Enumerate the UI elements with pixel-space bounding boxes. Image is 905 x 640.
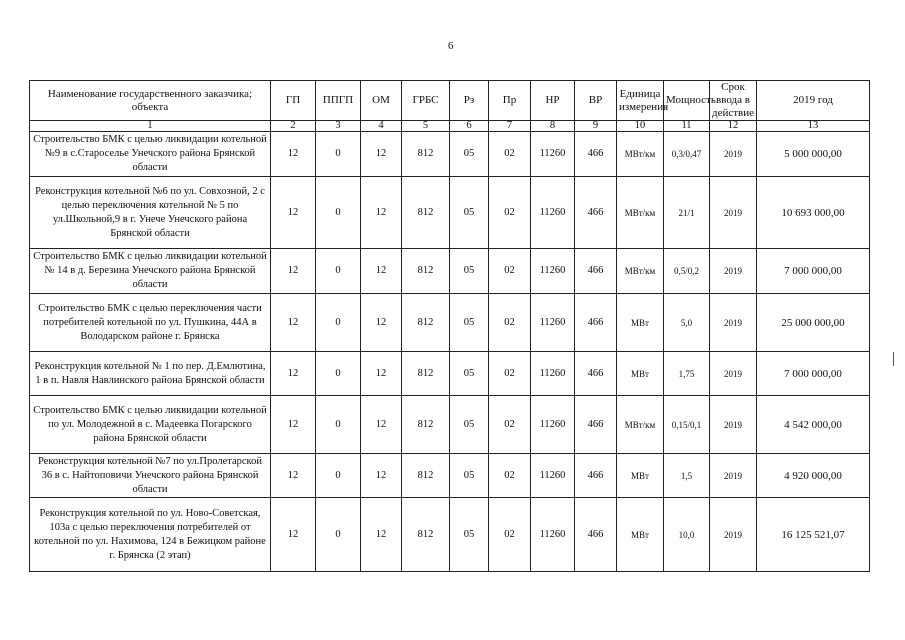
cell-ppgp: 0 xyxy=(316,396,361,454)
column-number: 1 xyxy=(30,121,271,132)
table-row xyxy=(30,249,870,294)
cell-unit: МВт xyxy=(617,498,664,572)
cell-unit: МВт/км xyxy=(617,249,664,294)
cell-gp: 12 xyxy=(271,454,316,498)
cell-unit: МВт/км xyxy=(617,177,664,249)
column-number: 3 xyxy=(316,121,361,132)
table-row xyxy=(30,132,870,177)
cell-nr: 11260 xyxy=(531,352,575,396)
cell-power: 5,0 xyxy=(664,294,710,352)
object-name: Строительство БМК с целью переключения части потребителей котельной по ул. Пушкина, 44А в Володарском районе г. Брянска xyxy=(30,294,271,352)
cell-vr: 466 xyxy=(575,132,617,177)
cell-vr: 466 xyxy=(575,294,617,352)
cell-om: 12 xyxy=(361,396,402,454)
column-number: 4 xyxy=(361,121,402,132)
cell-pr: 02 xyxy=(489,294,531,352)
cell-term: 2019 xyxy=(710,249,757,294)
cell-pr: 02 xyxy=(489,132,531,177)
cell-vr: 466 xyxy=(575,177,617,249)
table-row xyxy=(30,177,870,249)
object-name: Строительство БМК с целью ликвидации котельной по ул. Молодежной в с. Мадеевка Погарского района Брянской области xyxy=(30,396,271,454)
table-row xyxy=(30,396,870,454)
column-number: 7 xyxy=(489,121,531,132)
header-term: Срок ввода в действие xyxy=(710,81,757,121)
cell-grbs: 812 xyxy=(402,454,450,498)
object-name: Реконструкция котельной №6 по ул. Совхозной, 2 с целью переключения котельной № 5 по ул.Школьной,9 в г. Унече Унечского района Брянской области xyxy=(30,177,271,249)
header-nr: НР xyxy=(531,81,575,121)
header-year: 2019 год xyxy=(757,81,870,121)
cell-term: 2019 xyxy=(710,294,757,352)
cell-ppgp: 0 xyxy=(316,498,361,572)
budget-table xyxy=(29,80,870,572)
cell-amount: 5 000 000,00 xyxy=(757,132,870,177)
cell-pr: 02 xyxy=(489,177,531,249)
table-row xyxy=(30,294,870,352)
cell-nr: 11260 xyxy=(531,249,575,294)
cell-pr: 02 xyxy=(489,396,531,454)
cell-term: 2019 xyxy=(710,498,757,572)
cell-gp: 12 xyxy=(271,249,316,294)
cell-power: 1,5 xyxy=(664,454,710,498)
cell-rz: 05 xyxy=(450,454,489,498)
cell-amount: 4 920 000,00 xyxy=(757,454,870,498)
cell-vr: 466 xyxy=(575,396,617,454)
cell-om: 12 xyxy=(361,454,402,498)
cell-rz: 05 xyxy=(450,132,489,177)
cell-unit: МВт/км xyxy=(617,396,664,454)
header-grbs: ГРБС xyxy=(402,81,450,121)
cell-power: 10,0 xyxy=(664,498,710,572)
header-name: Наименование государственного заказчика; объекта xyxy=(30,81,271,121)
cell-power: 0,5/0,2 xyxy=(664,249,710,294)
cell-rz: 05 xyxy=(450,294,489,352)
header-unit: Единица измерения xyxy=(617,81,664,121)
header-rz: Рз xyxy=(450,81,489,121)
table-row xyxy=(30,352,870,396)
cell-vr: 466 xyxy=(575,498,617,572)
cell-pr: 02 xyxy=(489,249,531,294)
cell-gp: 12 xyxy=(271,352,316,396)
column-number: 5 xyxy=(402,121,450,132)
cell-term: 2019 xyxy=(710,352,757,396)
cell-gp: 12 xyxy=(271,294,316,352)
header-ppgp: ППГП xyxy=(316,81,361,121)
cell-ppgp: 0 xyxy=(316,132,361,177)
cell-vr: 466 xyxy=(575,352,617,396)
cell-ppgp: 0 xyxy=(316,177,361,249)
column-number: 9 xyxy=(575,121,617,132)
object-name: Строительство БМК с целью ликвидации котельной № 14 в д. Березина Унечского района Брянской области xyxy=(30,249,271,294)
cell-rz: 05 xyxy=(450,498,489,572)
cell-power: 0,3/0,47 xyxy=(664,132,710,177)
header-gp: ГП xyxy=(271,81,316,121)
cell-power: 21/1 xyxy=(664,177,710,249)
cell-om: 12 xyxy=(361,294,402,352)
cell-unit: МВт xyxy=(617,294,664,352)
header-vr: ВР xyxy=(575,81,617,121)
page-number: 6 xyxy=(448,40,454,52)
cell-grbs: 812 xyxy=(402,498,450,572)
cell-nr: 11260 xyxy=(531,498,575,572)
cell-term: 2019 xyxy=(710,396,757,454)
cell-grbs: 812 xyxy=(402,352,450,396)
column-number-row xyxy=(30,121,870,132)
cell-unit: МВт xyxy=(617,454,664,498)
cell-unit: МВт/км xyxy=(617,132,664,177)
cell-amount: 10 693 000,00 xyxy=(757,177,870,249)
cell-amount: 25 000 000,00 xyxy=(757,294,870,352)
object-name: Реконструкция котельной №7 по ул.Пролетарской 36 в с. Найтоповичи Унечского района Брянской области xyxy=(30,454,271,498)
cell-nr: 11260 xyxy=(531,294,575,352)
cell-term: 2019 xyxy=(710,177,757,249)
cell-rz: 05 xyxy=(450,177,489,249)
cell-grbs: 812 xyxy=(402,177,450,249)
cell-pr: 02 xyxy=(489,498,531,572)
cell-pr: 02 xyxy=(489,352,531,396)
cell-pr: 02 xyxy=(489,454,531,498)
header-om: ОМ xyxy=(361,81,402,121)
cell-grbs: 812 xyxy=(402,396,450,454)
cell-nr: 11260 xyxy=(531,177,575,249)
column-number: 6 xyxy=(450,121,489,132)
cell-grbs: 812 xyxy=(402,132,450,177)
cell-nr: 11260 xyxy=(531,396,575,454)
column-number: 8 xyxy=(531,121,575,132)
cell-amount: 7 000 000,00 xyxy=(757,249,870,294)
cell-nr: 11260 xyxy=(531,132,575,177)
cell-gp: 12 xyxy=(271,132,316,177)
cell-gp: 12 xyxy=(271,396,316,454)
table-row xyxy=(30,498,870,572)
cell-rz: 05 xyxy=(450,352,489,396)
cell-ppgp: 0 xyxy=(316,249,361,294)
cell-amount: 7 000 000,00 xyxy=(757,352,870,396)
cell-amount: 4 542 000,00 xyxy=(757,396,870,454)
column-number: 2 xyxy=(271,121,316,132)
object-name: Реконструкция котельной по ул. Ново-Советская, 103а с целью переключения потребителей от котельной по ул. Нахимова, 124 в Бежицком районе г. Брянска (2 этап) xyxy=(30,498,271,572)
cell-power: 0,15/0,1 xyxy=(664,396,710,454)
cell-term: 2019 xyxy=(710,132,757,177)
cell-gp: 12 xyxy=(271,498,316,572)
object-name: Реконструкция котельной № 1 по пер. Д.Емлютина, 1 в п. Навля Навлинского района Брянской области xyxy=(30,352,271,396)
cell-vr: 466 xyxy=(575,249,617,294)
cell-om: 12 xyxy=(361,132,402,177)
cell-rz: 05 xyxy=(450,249,489,294)
table-header-row xyxy=(30,81,870,121)
table-row xyxy=(30,454,870,498)
cell-rz: 05 xyxy=(450,396,489,454)
object-name: Строительство БМК с целью ликвидации котельной №9 в с.Староселье Унечского района Брянской области xyxy=(30,132,271,177)
cell-term: 2019 xyxy=(710,454,757,498)
cell-vr: 466 xyxy=(575,454,617,498)
column-number: 12 xyxy=(710,121,757,132)
header-pr: Пр xyxy=(489,81,531,121)
cell-power: 1,75 xyxy=(664,352,710,396)
cell-unit: МВт xyxy=(617,352,664,396)
cell-grbs: 812 xyxy=(402,249,450,294)
cell-om: 12 xyxy=(361,177,402,249)
cell-nr: 11260 xyxy=(531,454,575,498)
scan-artifact xyxy=(893,352,894,366)
cell-ppgp: 0 xyxy=(316,294,361,352)
cell-ppgp: 0 xyxy=(316,454,361,498)
cell-grbs: 812 xyxy=(402,294,450,352)
cell-om: 12 xyxy=(361,352,402,396)
column-number: 10 xyxy=(617,121,664,132)
cell-gp: 12 xyxy=(271,177,316,249)
cell-om: 12 xyxy=(361,498,402,572)
cell-om: 12 xyxy=(361,249,402,294)
column-number: 13 xyxy=(757,121,870,132)
cell-amount: 16 125 521,07 xyxy=(757,498,870,572)
header-power: Мощность xyxy=(664,81,710,121)
column-number: 11 xyxy=(664,121,710,132)
cell-ppgp: 0 xyxy=(316,352,361,396)
